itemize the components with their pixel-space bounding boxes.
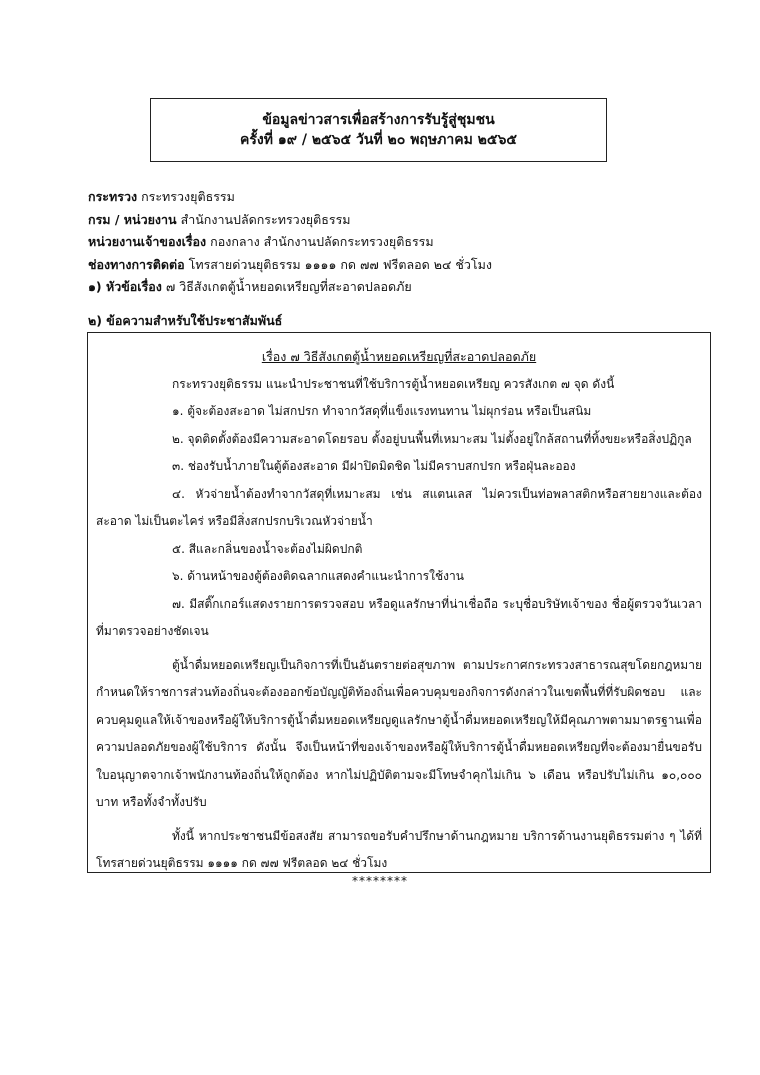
department-row bbox=[88, 209, 728, 232]
contact-paragraph: ทั้งนี้ หากประชาชนมีข้อสงสัย สามารถขอรับคำปรึกษาด้านกฎหมาย บริการด้านงานยุติธรรมต่าง ๆ ได้ที่โทรสายด่วนยุติธรรม ๑๑๑๑ กด ๗๗ ฟรีตลอด ๒๔ ชั่วโมง bbox=[96, 828, 702, 870]
list-item: ๒. จุดติดตั้งต้องมีความสะอาดโดยรอบ ตั้งอยู่บนพื้นที่เหมาะสม ไม่ตั้งอยู่ใกล้สถานที่ทิ้งขยะหรือสิ่งปฏิกูล bbox=[172, 431, 692, 446]
list-item: ๖. ด้านหน้าของตู้ต้องติดฉลากแสดงคำแนะนำการใช้งาน bbox=[172, 569, 464, 583]
topic-label: ๑) หัวข้อเรื่อง bbox=[88, 279, 162, 294]
law-paragraph: ตู้น้ำดื่มหยอดเหรียญเป็นกิจการที่เป็นอันตรายต่อสุขภาพ ตามประกาศกระทรวงสาธารณสุขโดยกฎหมายกำหนดให้ราชการส่วนท้องถิ่นจะต้องออกข้อบัญญัติท้องถิ่นเพื่อควบคุมของกิจการดังกล่าวในเขตพื้นที่ที่รับผิดชอบ และควบคุมดูแลให้เจ้าของหรือผู้ให้บริการตู้น้ำดื่มหยอดเหรียญดูแลรักษาตู้น้ำดื่มหยอดเหรียญให้มีคุณภาพตามมาตรฐานเพื่อความปลอดภัยของผู้ใช้บริการ ดังนั้น จึงเป็นหน้าที่ของเจ้าของหรือผู้ให้บริการตู้น้ำดื่มหยอดเหรียญที่จะต้องมายื่นขอรับใบอนุญาตจากเจ้าพนักงานท้องถิ่นให้ถูกต้อง หากไม่ปฏิบัติตามจะมีโทษจำคุกไม่เกิน ๖ เดือน หรือปรับไม่เกิน ๑๐,๐๐๐ บาท หรือทั้งจำทั้งปรับ bbox=[96, 657, 702, 809]
ministry-row bbox=[88, 186, 728, 209]
list-item: ๕. สีและกลิ่นของน้ำจะต้องไม่ผิดปกติ bbox=[172, 541, 363, 556]
closing-mark: ******** bbox=[352, 874, 408, 888]
owner-row bbox=[88, 231, 728, 254]
contact-label: ช่องทางการติดต่อ bbox=[88, 256, 185, 272]
contact-row bbox=[88, 254, 728, 277]
header-issue-date: ครั้งที่ ๑๙ / ๒๕๖๕ วันที่ ๒๐ พฤษภาคม ๒๕๖๕ bbox=[240, 132, 517, 148]
content-intro: กระทรวงยุติธรรม แนะนำประชาชนที่ใช้บริการตู้น้ำหยอดเหรียญ ควรสังเกต ๗ จุด ดังนี้ bbox=[172, 376, 615, 391]
header-title: ข้อมูลข่าวสารเพื่อสร้างการรับรู้สู่ชุมชน bbox=[262, 112, 495, 128]
contact-value: โทรสายด่วนยุติธรรม ๑๑๑๑ กด ๗๗ ฟรีตลอด ๒๔ ชั่วโมง bbox=[188, 256, 492, 272]
list-item: ๓. ช่องรับน้ำภายในตู้ต้องสะอาด มีฝาปิดมิดชิด ไม่มีคราบสกปรก หรือฝุ่นละออง bbox=[172, 459, 576, 473]
section2-label: ๒) ข้อความสำหรับใช้ประชาสัมพันธ์ bbox=[88, 313, 283, 328]
ministry-value: กระทรวงยุติธรรม bbox=[141, 189, 235, 204]
metadata-section bbox=[88, 186, 728, 299]
department-label: กรม / หน่วยงาน bbox=[88, 211, 177, 227]
list-item: ๔. หัวจ่ายน้ำต้องทำจากวัสดุที่เหมาะสม เช่น สแตนเลส ไม่ควรเป็นท่อพลาสติกหรือสายยางและต้องสะอาด ไม่เป็นตะไคร่ หรือมีสิ่งสกปรกบริเวณหัวจ่ายน้ำ bbox=[96, 486, 702, 528]
pr-content-box bbox=[87, 332, 711, 873]
topic-value: ๗ วิธีสังเกตตู้น้ำหยอดเหรียญที่สะอาดปลอดภัย bbox=[165, 279, 412, 294]
topic-row bbox=[88, 276, 728, 299]
ministry-label: กระทรวง bbox=[88, 189, 138, 204]
content-title: เรื่อง ๗ วิธีสังเกตตู้น้ำหยอดเหรียญที่สะอาดปลอดภัย bbox=[261, 349, 537, 364]
list-item: ๗. มีสติ๊กเกอร์แสดงรายการตรวจสอบ หรือดูแลรักษาที่น่าเชื่อถือ ระบุชื่อบริษัทเจ้าของ ชื่อผู้ตรวจวันเวลาที่มาตรวจอย่างชัดเจน bbox=[96, 596, 702, 638]
department-value: สำนักงานปลัดกระทรวงยุติธรรม bbox=[180, 211, 351, 227]
list-item: ๑. ตู้จะต้องสะอาด ไม่สกปรก ทำจากวัสดุที่แข็งแรงทนทาน ไม่ผุกร่อน หรือเป็นสนิม bbox=[172, 404, 592, 418]
owner-value: กองกลาง สำนักงานปลัดกระทรวงยุติธรรม bbox=[210, 234, 434, 249]
header-box bbox=[150, 98, 607, 162]
owner-label: หน่วยงานเจ้าของเรื่อง bbox=[88, 234, 207, 249]
